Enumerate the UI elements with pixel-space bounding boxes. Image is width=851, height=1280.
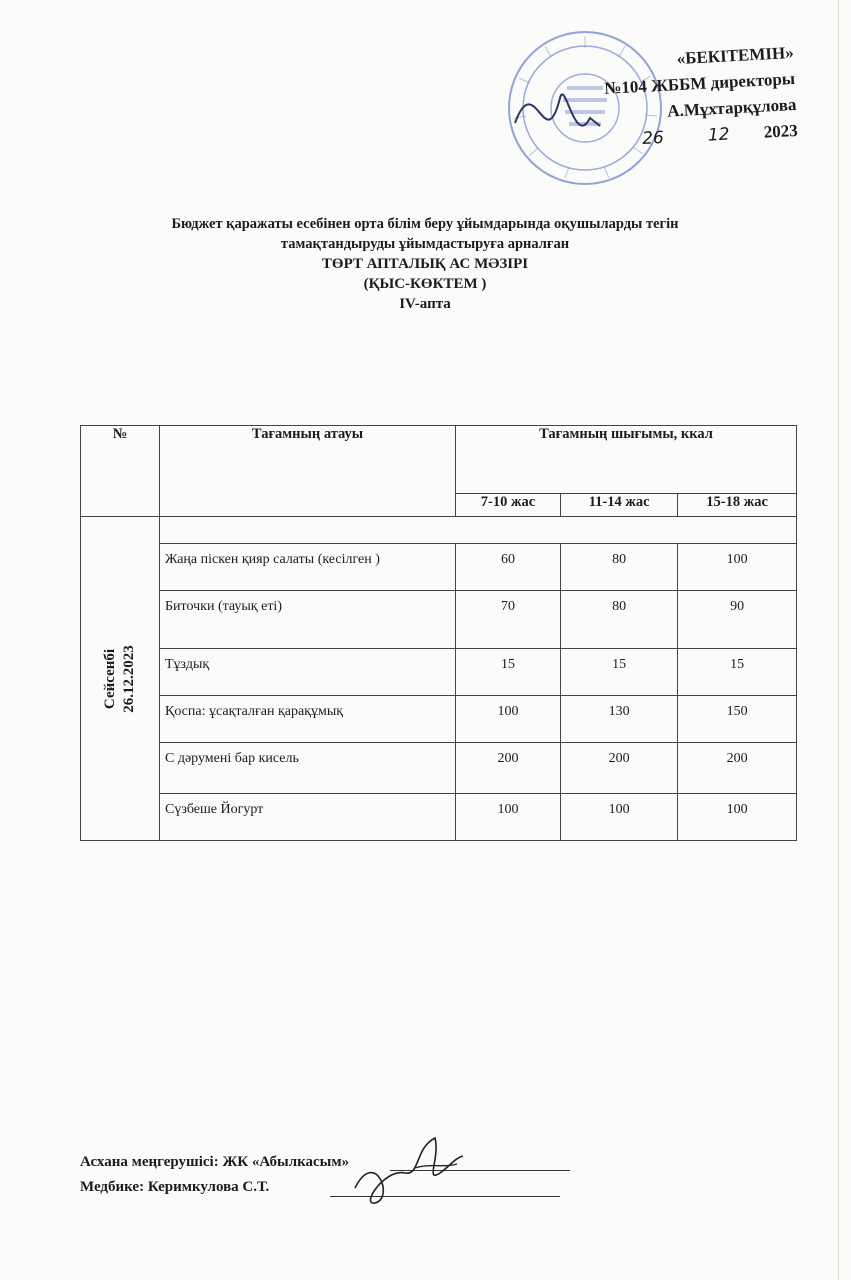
table-row [81, 649, 797, 696]
header-dish-name: Тағамның атауы [160, 426, 456, 517]
dish-value-15-18: 200 [678, 743, 797, 794]
dish-value-15-18: 90 [678, 591, 797, 649]
title-line-1: Бюджет қаражаты есебінен орта білім беру ұйымдарында оқушыларды тегін [171, 216, 679, 232]
approval-position: №104 ЖББМ директоры [603, 68, 796, 98]
dish-value-15-18: 100 [678, 794, 797, 841]
title-line-3: ТӨРТ АПТАЛЫҚ АС МӘЗІРІ [321, 256, 529, 272]
approval-day: 26 [641, 127, 665, 150]
dish-value-15-18: 15 [678, 649, 797, 696]
dish-value-7-10: 100 [456, 696, 561, 743]
dish-value-11-14: 15 [561, 649, 678, 696]
nurse-line: Медбике: Керимкулова С.Т. [80, 1179, 270, 1195]
dish-name: Жаңа піскен қияр салаты (кесілген ) [160, 544, 456, 591]
dish-name: С дәрумені бар кисель [160, 743, 456, 794]
table-row-blank [81, 517, 797, 544]
dish-value-7-10: 15 [456, 649, 561, 696]
table-header-row [81, 426, 797, 494]
title-line-5: IV-апта [399, 296, 451, 312]
blank-cell [160, 517, 797, 544]
day-label [101, 645, 139, 713]
approval-month: 12 [707, 124, 731, 146]
header-yield: Тағамның шығымы, ккал [456, 426, 797, 494]
dish-value-7-10: 100 [456, 794, 561, 841]
canteen-manager-line: Асхана меңгерушісі: ЖК «Абылкасым» [80, 1154, 350, 1170]
dish-name: Қоспа: ұсақталған қарақұмық [160, 696, 456, 743]
dish-value-7-10: 200 [456, 743, 561, 794]
table-row [81, 591, 797, 649]
dish-value-15-18: 100 [678, 544, 797, 591]
dish-value-11-14: 200 [561, 743, 678, 794]
handwritten-signature [345, 1128, 475, 1208]
table-row [81, 794, 797, 841]
dish-name: Биточки (тауық еті) [160, 591, 456, 649]
dish-value-7-10: 60 [456, 544, 561, 591]
day-date: 26.12.2023 [121, 644, 137, 713]
header-age-11-14: 11-14 жас [561, 494, 678, 517]
approval-year: 2023 [763, 120, 799, 142]
approval-director-name: А.Мұхтарқұлова [666, 94, 797, 121]
dish-value-11-14: 130 [561, 696, 678, 743]
dish-value-11-14: 80 [561, 544, 678, 591]
table-row [81, 696, 797, 743]
header-age-15-18: 15-18 жас [678, 494, 797, 517]
menu-table [80, 425, 797, 841]
header-number: № [81, 426, 160, 517]
header-age-7-10: 7-10 жас [456, 494, 561, 517]
table-row [81, 544, 797, 591]
approval-block [493, 40, 798, 160]
dish-value-7-10: 70 [456, 591, 561, 649]
dish-value-15-18: 150 [678, 696, 797, 743]
signature-block [80, 1150, 349, 1200]
day-weekday: Сейсенбі [102, 648, 118, 709]
dish-name: Тұздық [160, 649, 456, 696]
title-line-4: (ҚЫС-КӨКТЕМ ) [363, 276, 487, 292]
document-title [80, 214, 770, 314]
title-line-2: тамақтандыруды ұйымдастыруға арналған [280, 236, 570, 252]
dish-name: Сүзбеше Йогурт [160, 794, 456, 841]
page-edge-shadow [838, 0, 839, 1280]
table-row [81, 743, 797, 794]
approval-heading: «БЕКІТЕМІН» [676, 42, 795, 69]
dish-value-11-14: 100 [561, 794, 678, 841]
dish-value-11-14: 80 [561, 591, 678, 649]
day-cell [81, 517, 160, 841]
